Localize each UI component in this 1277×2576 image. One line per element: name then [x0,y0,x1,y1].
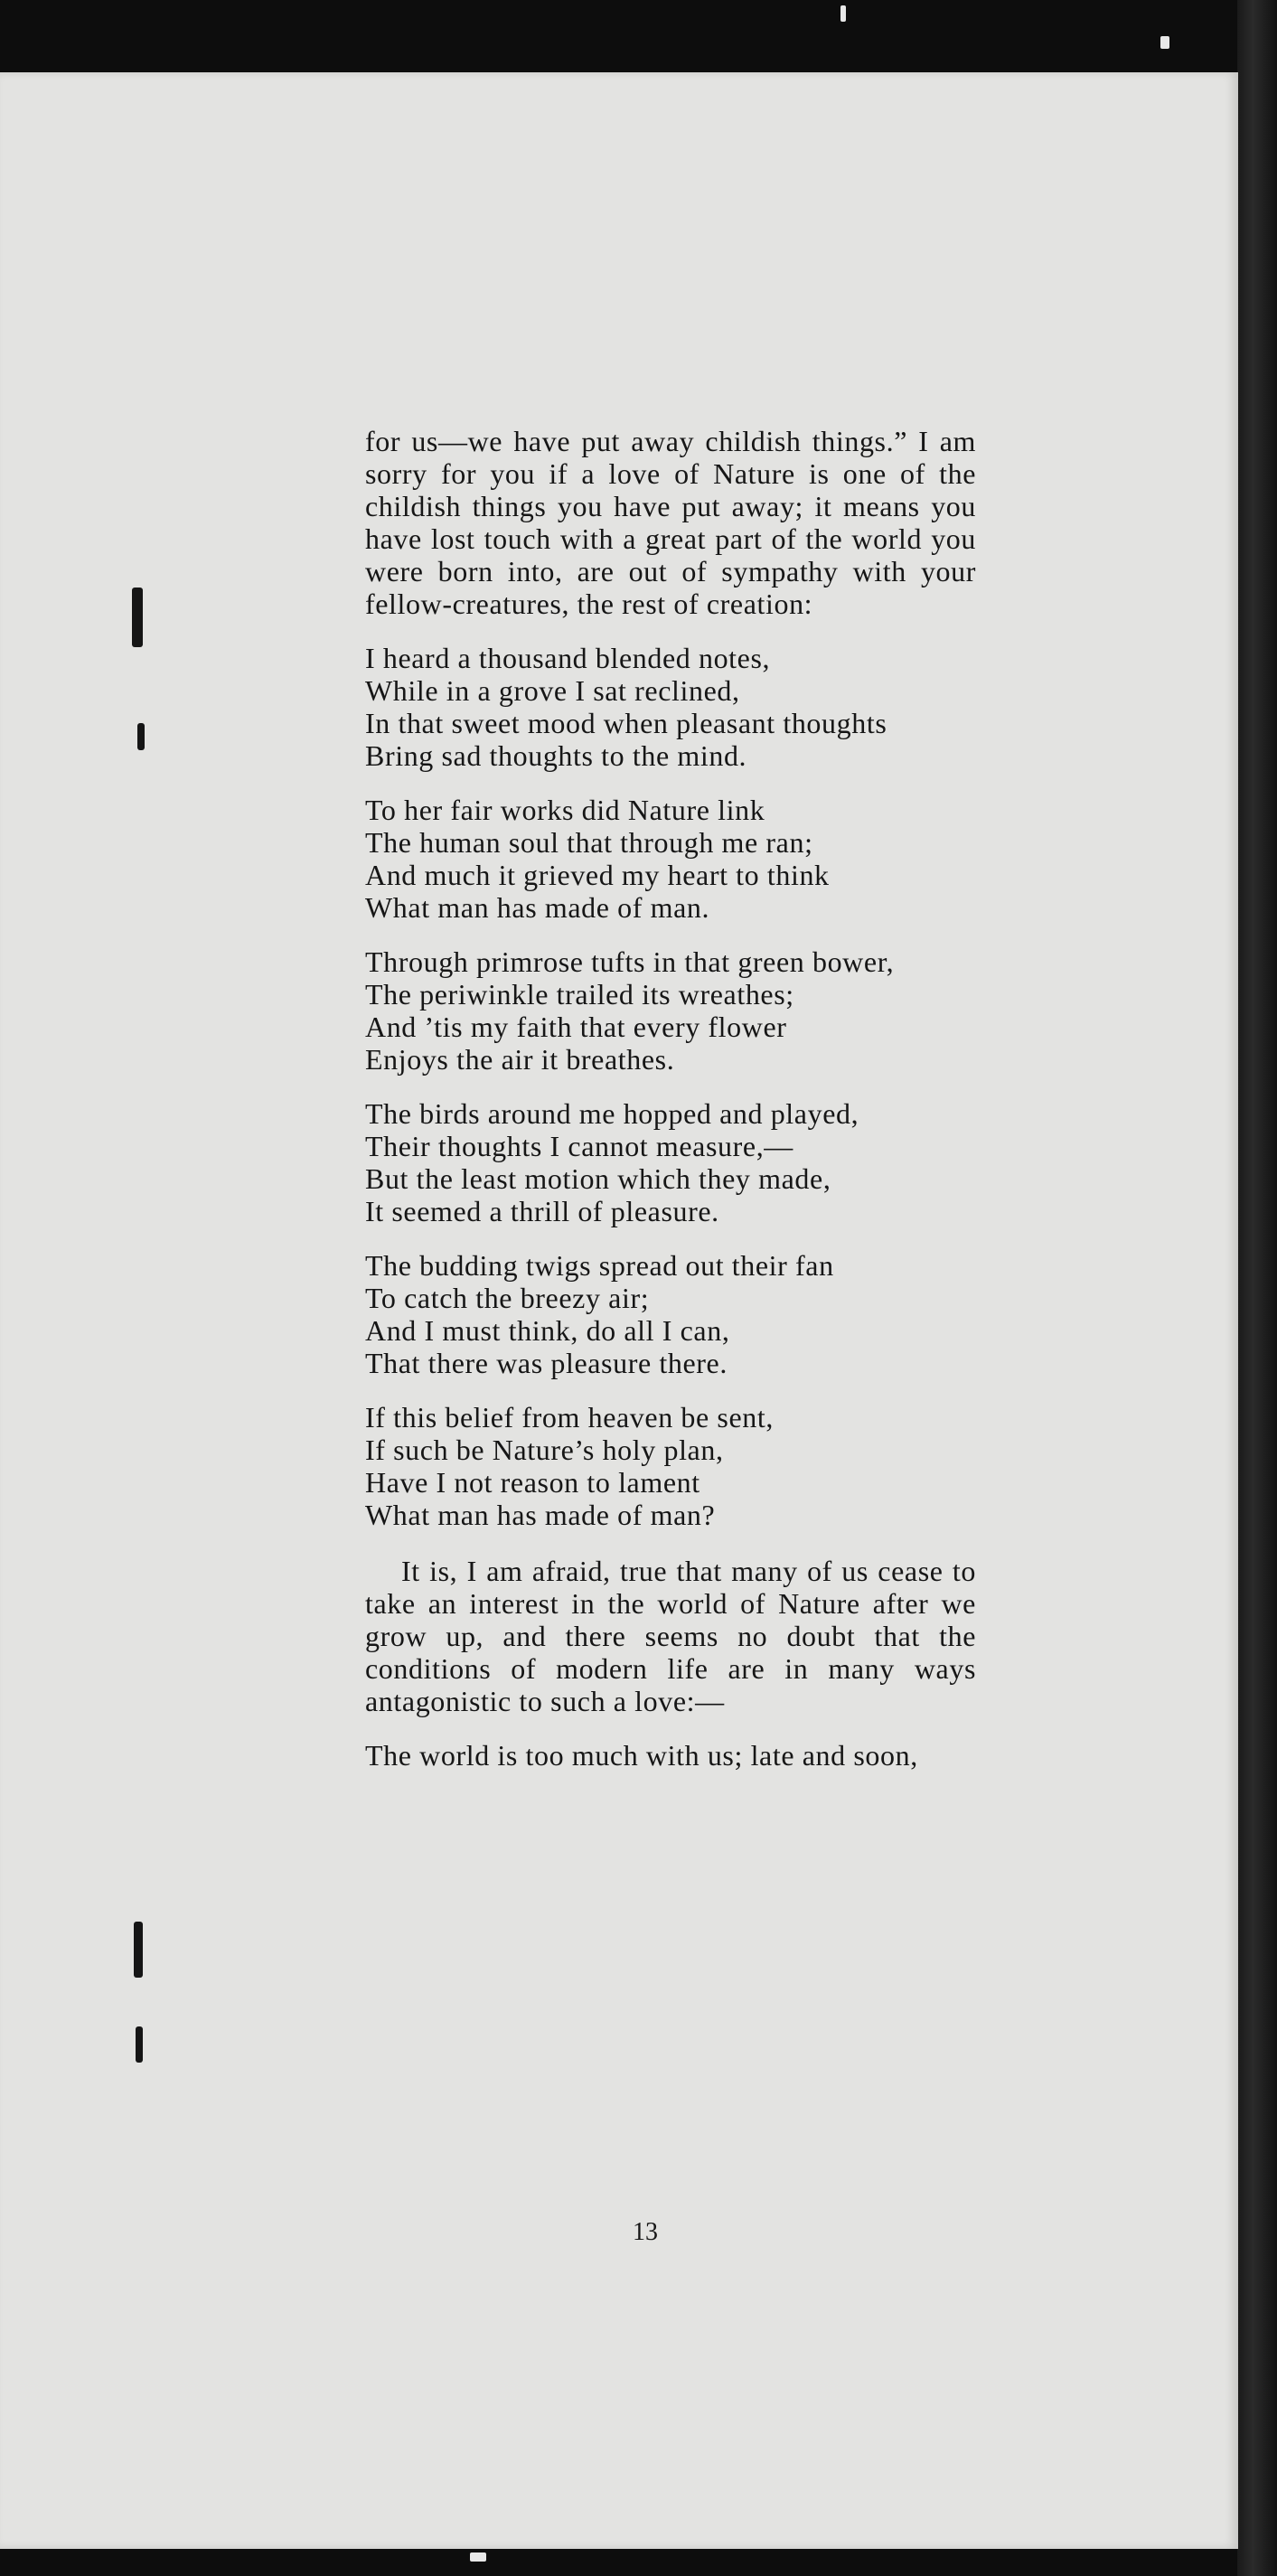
poem-line: The budding twigs spread out their fan [365,1249,834,1282]
poem-line: Their thoughts I cannot measure,— [365,1130,793,1162]
poem-line: And much it grieved my heart to think [365,859,830,891]
margin-mark [137,723,145,750]
poem-line: I heard a thousand blended notes, [365,642,771,674]
book-page [0,72,1238,2549]
poem-line: But the least motion which they made, [365,1162,831,1195]
poem-line: Through primrose tufts in that green bower, [365,945,895,978]
margin-mark [136,2026,143,2063]
poem-line: The world is too much with us; late and soon, [365,1739,918,1772]
poem-line: In that sweet mood when pleasant thoughts [365,707,887,739]
page-number: 13 [633,2218,658,2246]
poem-line: Bring sad thoughts to the mind. [365,739,747,772]
opening-paragraph [365,425,976,620]
closing-paragraph [365,1555,976,1717]
poem-stanza [365,642,976,772]
poem-line: Have I not reason to lament [365,1466,700,1499]
poem-line: That there was pleasure there. [365,1347,728,1379]
poem-line: What man has made of man? [365,1499,716,1531]
margin-mark [134,1922,143,1978]
poem-stanza [365,1097,976,1227]
poem-line: While in a grove I sat reclined, [365,674,740,707]
scan-speck [1160,36,1169,49]
poem-line: Enjoys the air it breathes. [365,1043,675,1076]
poem-stanza [365,1249,976,1379]
poem-line: And ’tis my faith that every flower [365,1011,787,1043]
poem-line: What man has made of man. [365,891,710,924]
poem-line: If such be Nature’s holy plan, [365,1434,724,1466]
paragraph-text: for us—we have put away childish things.” I am sorry for you if a love of Nature is one of the childish things you have put away; it means you have lost touch with a great part of the world you were born into, are out of sympathy with your fellow-creatures, the rest of creation: [365,425,976,620]
poem [365,642,976,1531]
scan-speck [840,5,846,22]
page-edge-shadow [1237,0,1277,2576]
poem-line: If this belief from heaven be sent, [365,1401,774,1434]
poem-fragment [365,1739,976,1772]
poem-line: It seemed a thrill of pleasure. [365,1195,719,1227]
poem-line: The human soul that through me ran; [365,826,813,859]
scan-speck [470,2552,486,2562]
paragraph-text: It is, I am afraid, true that many of us cease to take an interest in the world of Nature after we grow up, and there seems no doubt that the conditions of modern life are in many ways antagonistic to such a love:— [365,1555,976,1717]
poem-line: To her fair works did Nature link [365,794,765,826]
poem-stanza [365,1401,976,1531]
poem-line: The periwinkle trailed its wreathes; [365,978,794,1011]
poem-stanza [365,945,976,1076]
poem-line: The birds around me hopped and played, [365,1097,859,1130]
poem-stanza [365,794,976,924]
poem-line: And I must think, do all I can, [365,1314,730,1347]
margin-mark [132,588,143,647]
page-text [365,425,976,1772]
poem-line: To catch the breezy air; [365,1282,650,1314]
